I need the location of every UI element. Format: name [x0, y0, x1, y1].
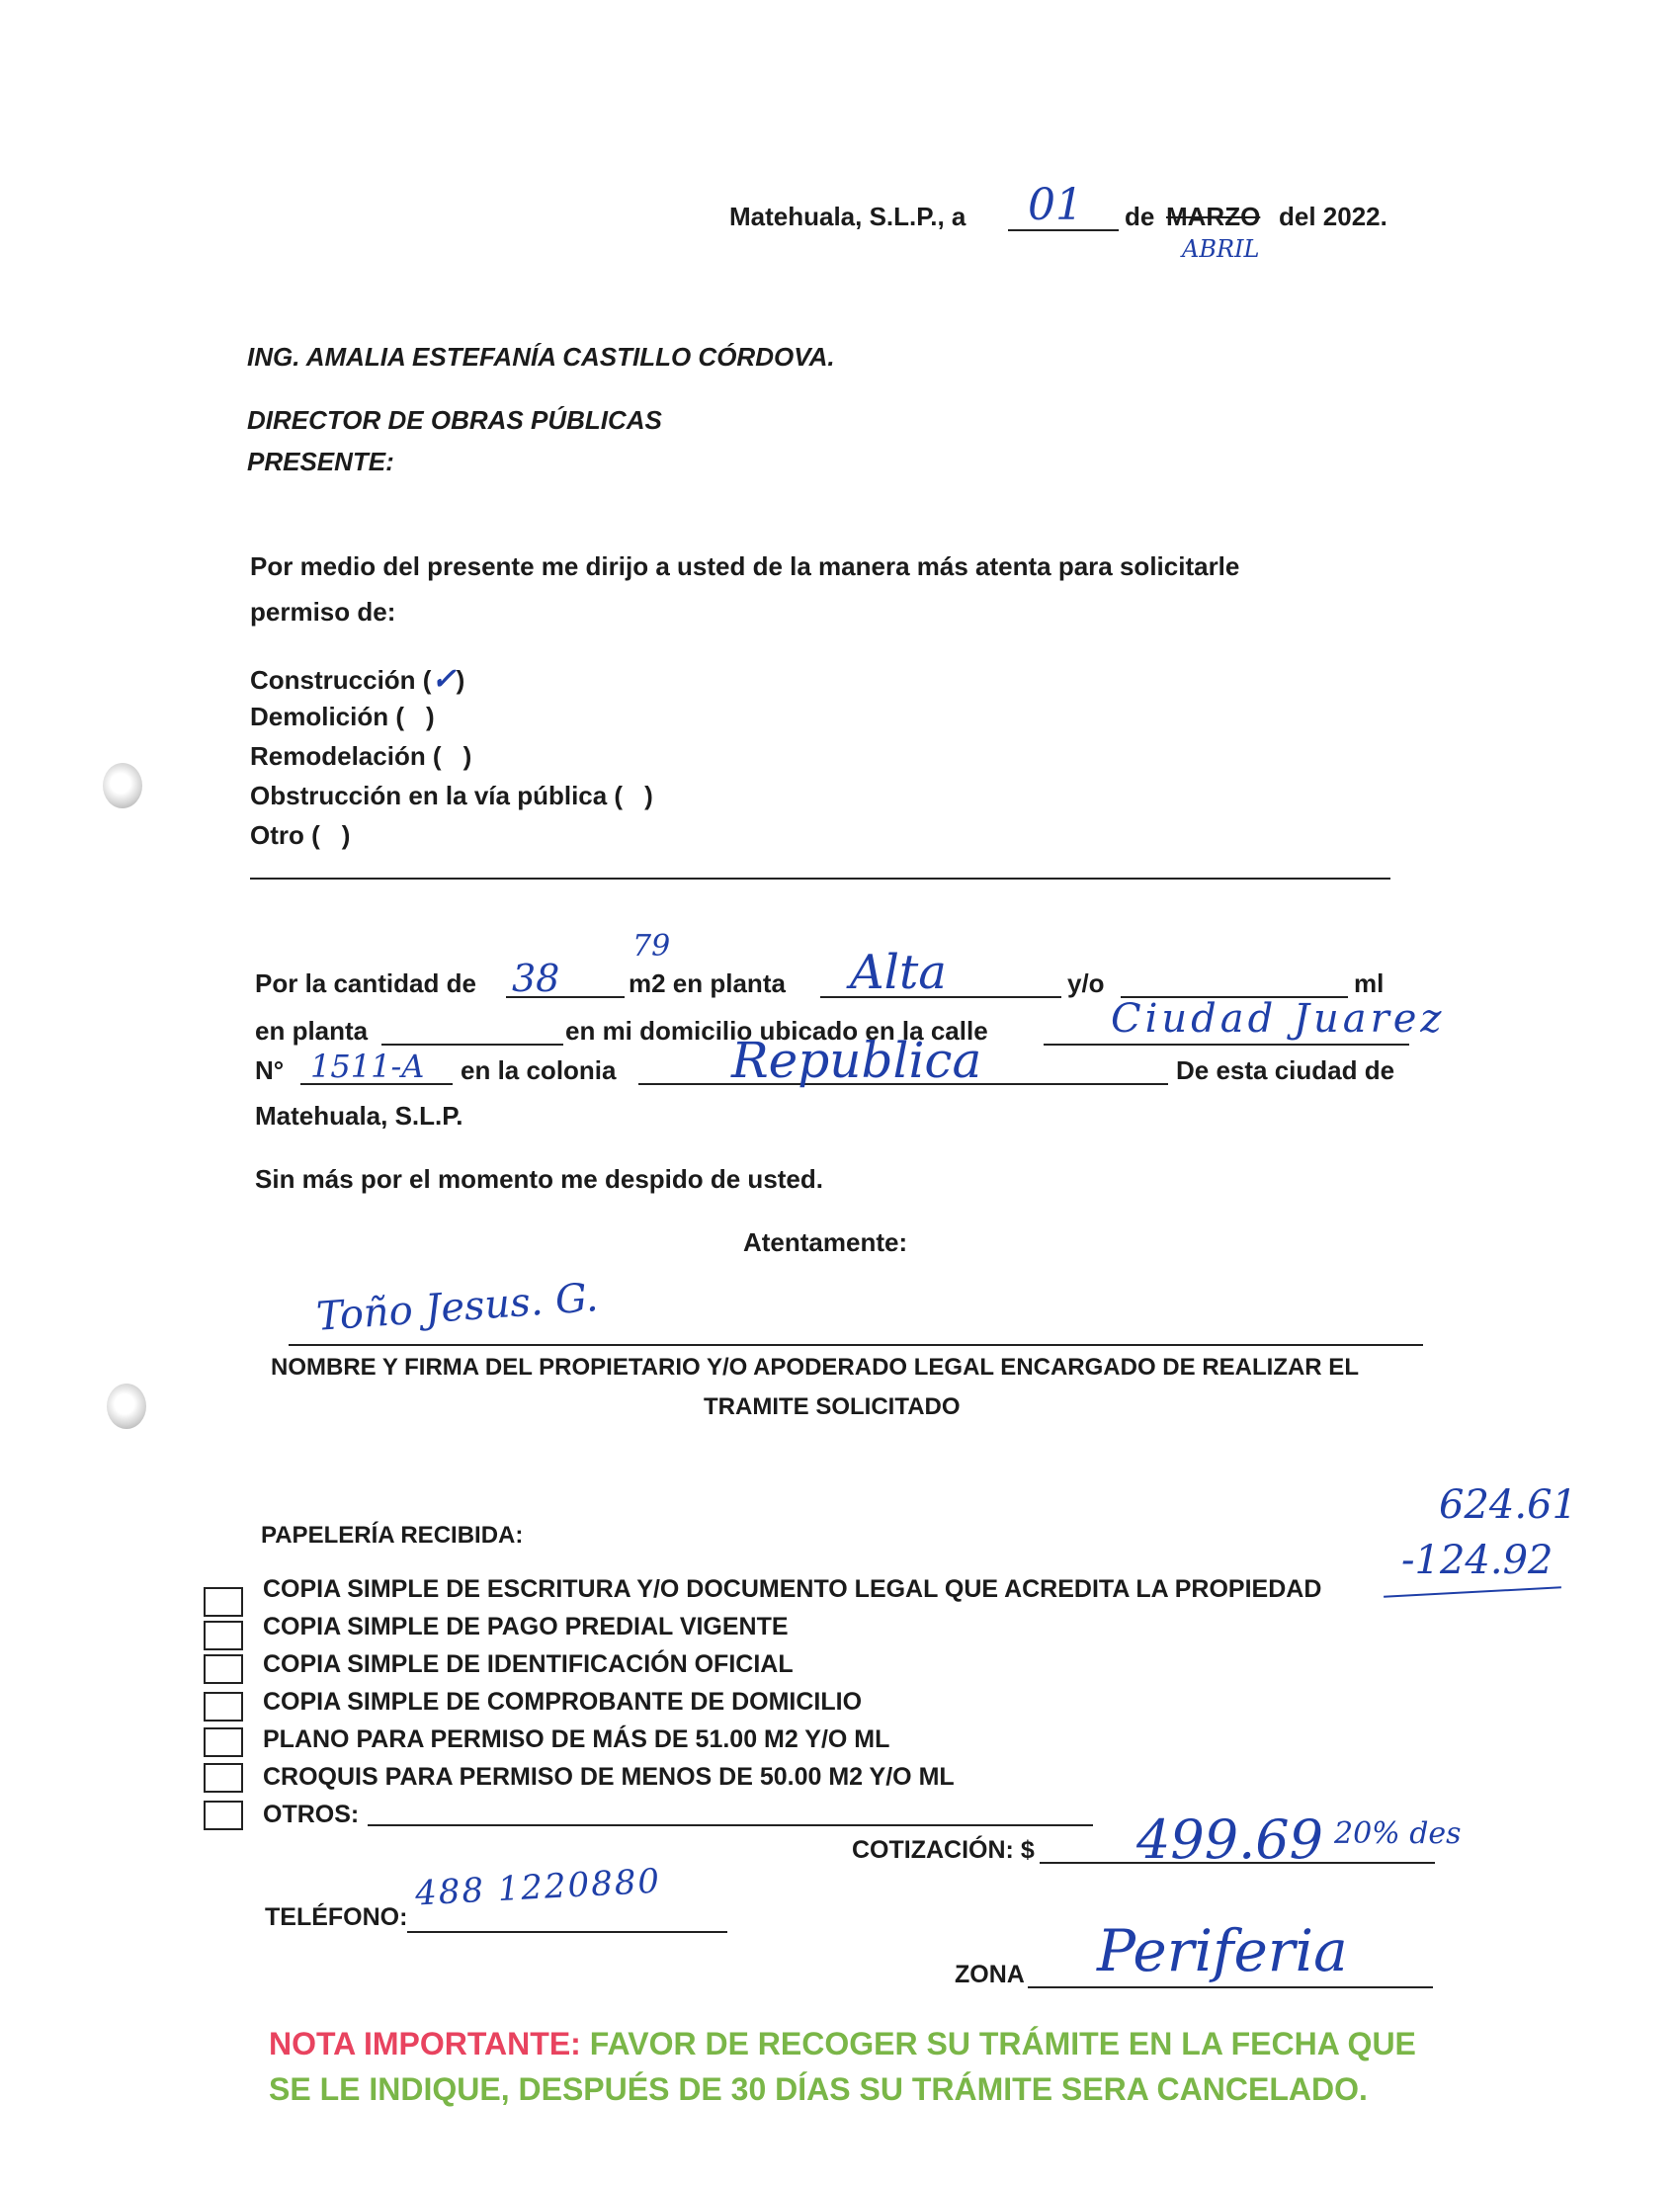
cotizacion-note-handwritten: 20% des [1334, 1816, 1462, 1851]
addressee-name: ING. AMALIA ESTEFANÍA CASTILLO CÓRDOVA. [247, 342, 835, 372]
ciudad-line-2: Matehuala, S.L.P. [255, 1101, 463, 1131]
en-planta-line [381, 1044, 563, 1046]
colonia-label: en la colonia [461, 1055, 617, 1085]
telefono-line [407, 1931, 727, 1933]
checkbox-croquis[interactable] [204, 1763, 243, 1793]
checkbox-plano[interactable] [204, 1727, 243, 1757]
telefono-value-handwritten: 488 1220880 [414, 1861, 663, 1914]
checkbox-domicilio[interactable] [204, 1692, 243, 1722]
papeleria-item-otros: OTROS: [263, 1801, 360, 1828]
nota-line-2 [269, 2071, 1368, 2108]
farewell: Sin más por el momento me despido de usted. [255, 1164, 823, 1194]
checkbox-identificacion[interactable] [204, 1654, 243, 1684]
month-printed: MARZO [1166, 202, 1261, 231]
checkbox-predial[interactable] [204, 1621, 243, 1650]
signature-handwritten: Toño Jesus. G. [314, 1275, 600, 1340]
margin-calc-line-1: 624.61 [1439, 1482, 1577, 1528]
cotizacion-value-handwritten: 499.69 [1136, 1808, 1323, 1871]
zona-value-handwritten: Periferia [1097, 1917, 1348, 1984]
margin-calc-line-2: -124.92 [1401, 1538, 1554, 1583]
nota-text-1: FAVOR DE RECOGER SU TRÁMITE EN LA FECHA QUE [589, 2026, 1416, 2061]
papeleria-item-predial: COPIA SIMPLE DE PAGO PREDIAL VIGENTE [263, 1613, 789, 1640]
month-connector: de [1125, 202, 1155, 231]
day-handwritten: 01 [1028, 180, 1083, 230]
punch-hole-bottom [107, 1384, 146, 1429]
addressee-title: DIRECTOR DE OBRAS PÚBLICAS [247, 405, 662, 435]
zona-label: ZONA [955, 1961, 1025, 1988]
nota-line-1 [269, 2026, 1416, 2062]
papeleria-title: PAPELERÍA RECIBIDA: [261, 1522, 524, 1549]
domicilio-label: en mi domicilio ubicado en la calle [565, 1016, 988, 1046]
signature-line [289, 1344, 1423, 1346]
month-correction-handwritten: ABRIL [1182, 235, 1260, 263]
papeleria-item-domicilio: COPIA SIMPLE DE COMPROBANTE DE DOMICILIO [263, 1688, 863, 1716]
telefono-label: TELÉFONO: [265, 1903, 408, 1931]
otro-line [250, 878, 1390, 880]
punch-hole-top [103, 763, 142, 808]
qty-decimals-handwritten: 79 [632, 929, 671, 964]
en-planta-label: en planta [255, 1016, 369, 1046]
papeleria-item-plano: PLANO PARA PERMISO DE MÁS DE 51.00 M2 Y/O ML [263, 1725, 890, 1753]
numero-value-handwritten: 1511-A [310, 1048, 425, 1085]
permit-remodelacion: Remodelación ( ) [250, 741, 472, 771]
qty-value-handwritten: 38 [512, 957, 560, 1000]
intro-line-2: permiso de: [250, 597, 396, 627]
atentamente: Atentamente: [743, 1227, 908, 1257]
signature-caption-line-2: TRAMITE SOLICITADO [704, 1393, 961, 1420]
checkbox-escritura[interactable] [204, 1587, 243, 1617]
addressee-greeting: PRESENTE: [247, 447, 394, 476]
permit-demolicion: Demolición ( ) [250, 702, 435, 731]
nota-prefix: NOTA IMPORTANTE: [269, 2026, 581, 2061]
checkbox-otros[interactable] [204, 1801, 243, 1830]
permit-otro: Otro ( ) [250, 820, 351, 850]
ml-label: ml [1354, 968, 1385, 998]
qty-unit: m2 en planta [629, 968, 786, 998]
calle-value-handwritten: Ciudad Juarez [1111, 996, 1446, 1042]
permit-construccion: Construcción (✓) [250, 662, 465, 697]
papeleria-item-identificacion: COPIA SIMPLE DE IDENTIFICACIÓN OFICIAL [263, 1650, 794, 1678]
papeleria-item-croquis: CROQUIS PARA PERMISO DE MENOS DE 50.00 M2 Y/O ML [263, 1763, 955, 1791]
intro-line-1: Por medio del presente me dirijo a usted de la manera más atenta para solicitarle [250, 551, 1240, 581]
margin-calc-underline [1384, 1586, 1561, 1597]
calle-line [1044, 1044, 1409, 1046]
otros-line [368, 1824, 1093, 1826]
papeleria-item-escritura: COPIA SIMPLE DE ESCRITURA Y/O DOCUMENTO LEGAL QUE ACREDITA LA PROPIEDAD [263, 1575, 1322, 1603]
numero-label: N° [255, 1055, 285, 1085]
year-suffix: del 2022. [1279, 202, 1387, 231]
cotizacion-label: COTIZACIÓN: $ [852, 1836, 1035, 1864]
permit-obstruccion: Obstrucción en la vía pública ( ) [250, 781, 653, 810]
yo-label: y/o [1067, 968, 1105, 998]
nota-text-2: SE LE INDIQUE, DESPUÉS DE 30 DÍAS SU TRÁMITE SERA CANCELADO. [269, 2071, 1368, 2107]
signature-caption-line-1: NOMBRE Y FIRMA DEL PROPIETARIO Y/O APODERADO LEGAL ENCARGADO DE REALIZAR EL [271, 1354, 1359, 1381]
planta-value-handwritten: Alta [850, 945, 947, 1000]
colonia-value-handwritten: Republica [731, 1032, 982, 1089]
zona-line [1028, 1986, 1433, 1988]
ciudad-label: De esta ciudad de [1176, 1055, 1395, 1085]
qty-prefix: Por la cantidad de [255, 968, 476, 998]
check-mark-construccion: ✓ [431, 662, 457, 697]
date-place: Matehuala, S.L.P., a [729, 202, 966, 231]
